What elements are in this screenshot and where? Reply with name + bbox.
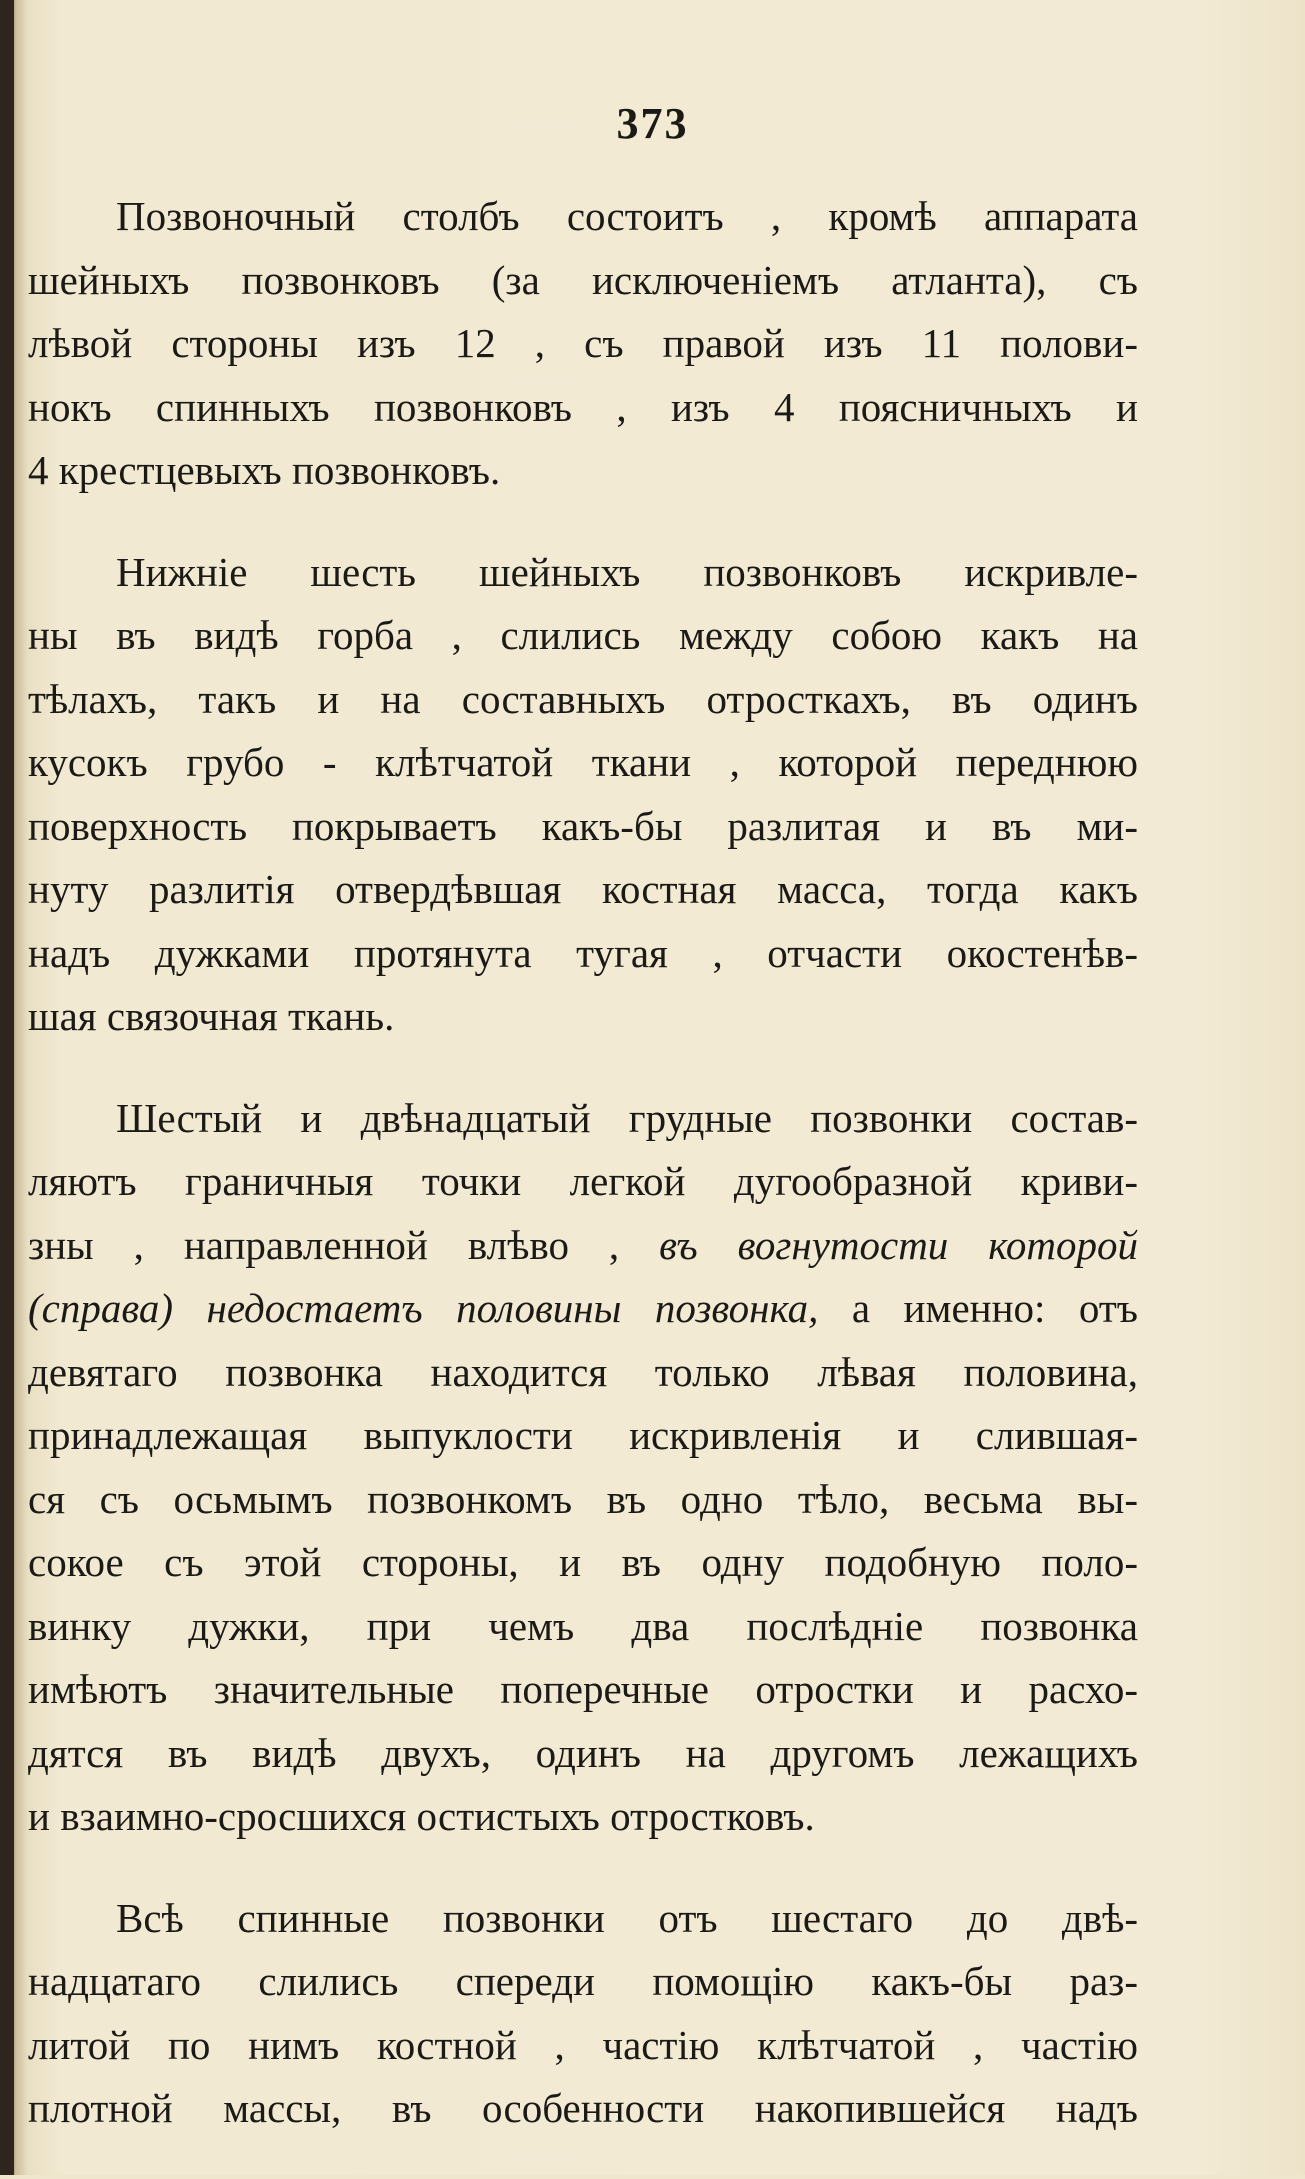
text-line: и взаимно-сросшихся остистыхъ отростковъ. <box>28 1793 815 1839</box>
text-line: ся съ осьмымъ позвонкомъ въ одно тѣло, весьма вы- <box>28 1475 1138 1522</box>
text-line: ляютъ граничныя точки легкой дугообразной криви- <box>28 1158 1138 1204</box>
text-line <box>28 1277 1138 1341</box>
text-line: надъ дужками протянута тугая , отчасти окостенѣв- <box>28 929 1138 976</box>
text-line: дятся въ видѣ двухъ, одинъ на другомъ лежащихъ <box>28 1729 1138 1776</box>
text-line: девятаго позвонка находится только лѣвая половина, <box>28 1348 1138 1395</box>
text-line <box>28 1214 1138 1278</box>
text-line: плотной массы, въ особенности накопившейся надъ <box>28 2085 1138 2131</box>
page-number: 373 <box>616 99 689 148</box>
paragraph-3 <box>28 1087 1138 1849</box>
text-line: 4 крестцевыхъ позвонковъ. <box>28 447 501 493</box>
text-line: шая связочная ткань. <box>28 993 395 1039</box>
text-line: литой по нимъ костной , частiю клѣтчатой , частiю <box>28 2021 1138 2068</box>
text-line: винку дужки, при чемъ два послѣднiе позвонка <box>28 1602 1138 1649</box>
text-line: шейныхъ позвонковъ (за исключенiемъ атланта), съ <box>28 256 1138 303</box>
text-line: Всѣ спинные позвонки отъ шестаго до двѣ- <box>116 1894 1138 1941</box>
paragraph-4 <box>28 1887 1138 2141</box>
italic-segment: недостаетъ половины позвонка, <box>206 1285 819 1331</box>
text-segment: а именно: отъ <box>851 1285 1138 1331</box>
text-segment: зны , направленной влѣво , <box>28 1221 620 1268</box>
text-line: имѣютъ значительные поперечные отростки и расхо- <box>28 1666 1138 1712</box>
paragraph-2 <box>28 541 1138 1049</box>
text-line: нокъ спинныхъ позвонковъ , изъ 4 поясничныхъ и <box>28 383 1138 430</box>
text-line: сокое съ этой стороны, и въ одну подобную поло- <box>28 1539 1138 1585</box>
text-line: принадлежащая выпуклости искривленiя и слившая- <box>28 1412 1138 1458</box>
text-line: кусокъ грубо - клѣтчатой ткани , которой переднюю <box>28 739 1138 785</box>
text-line: нуту разлитiя отвердѣвшая костная масса, тогда какъ <box>28 866 1138 912</box>
text-line: тѣлахъ, такъ и на составныхъ отросткахъ, въ одинъ <box>28 675 1138 722</box>
text-line: лѣвой стороны изъ 12 , съ правой изъ 11 полови- <box>28 320 1138 366</box>
body-text <box>28 185 1138 2179</box>
text-line: поверхность покрываетъ какъ-бы разлитая и въ ми- <box>28 802 1138 849</box>
italic-segment: (справа) <box>28 1285 174 1331</box>
italic-segment: въ вогнутости которой <box>659 1221 1138 1268</box>
text-line: Нижнiе шесть шейныхъ позвонковъ искривле- <box>116 548 1138 595</box>
book-spine-edge <box>0 0 14 2175</box>
text-line: ны въ видѣ горба , слились между собою какъ на <box>28 612 1138 658</box>
text-line: Шестый и двѣнадцатый грудные позвонки состав- <box>116 1094 1138 1141</box>
text-line: Позвоночный столбъ состоитъ , кромѣ аппарата <box>116 193 1138 239</box>
text-line: надцатаго слились спереди помощiю какъ-бы раз- <box>28 1958 1138 2004</box>
paragraph-1 <box>28 185 1138 503</box>
